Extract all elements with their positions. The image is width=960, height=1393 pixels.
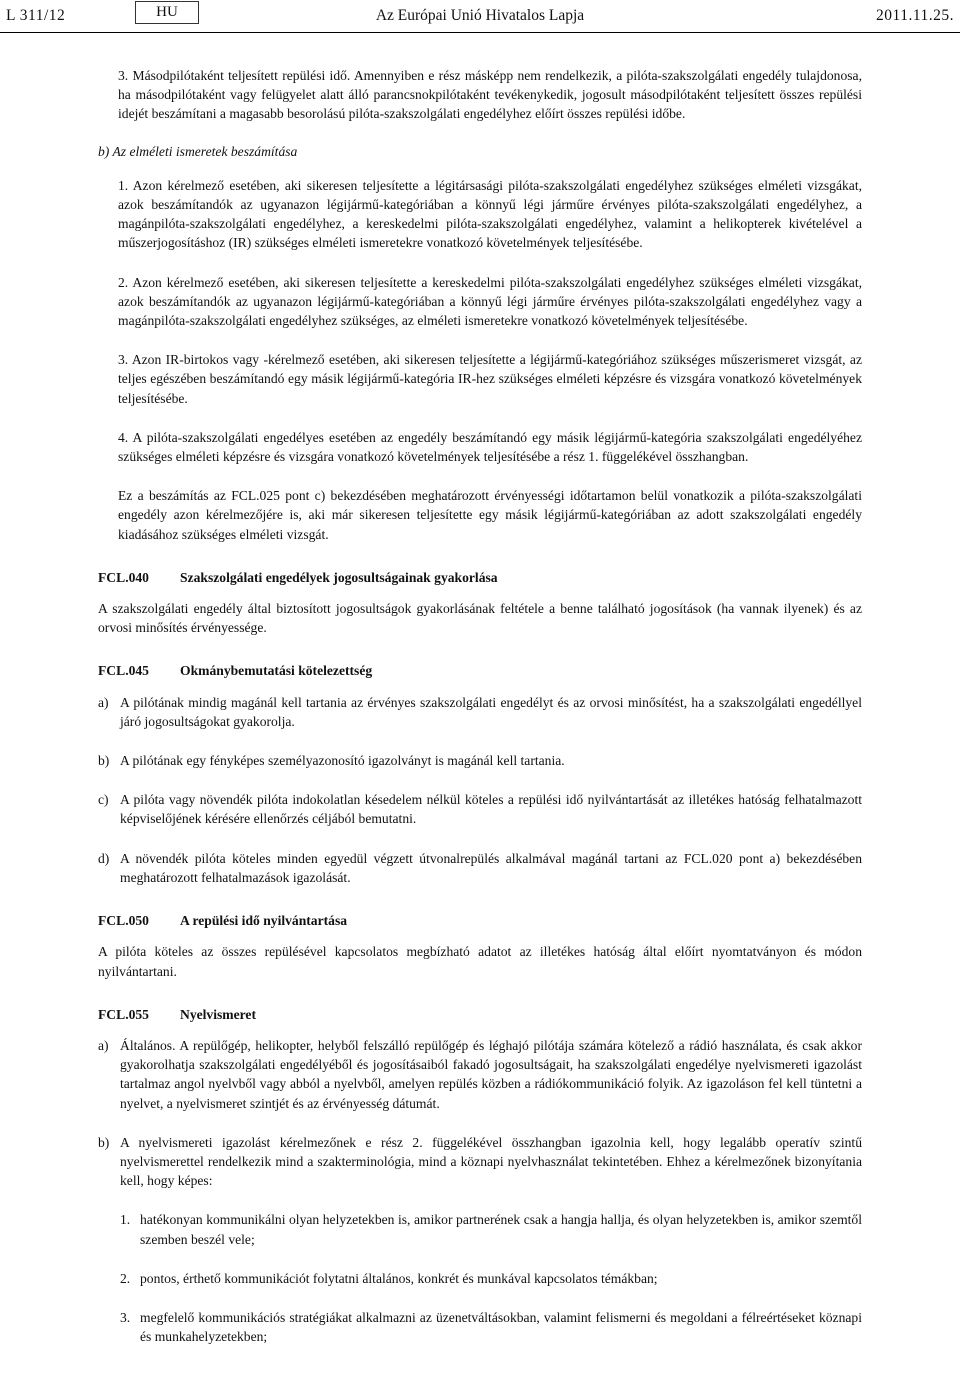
section-fcl050-heading [98, 911, 862, 930]
language-code-box: HU [135, 1, 199, 24]
fcl055-item-b [98, 1133, 862, 1191]
fcl045-item-d [98, 849, 862, 887]
list-text: megfelelő kommunikációs stratégiákat alkalmazni az üzenetváltásokban, valamint felismerni és megoldani a félreértéseket köznapi és munkahelyzetekben; [140, 1309, 862, 1345]
b-closing-paragraph: Ez a beszámítás az FCL.025 pont c) bekezdésében meghatározott érvényességi időtartamon belül vonatkozik a pilóta-szakszolgálati engedély azon kérelmezőjére is, aki már sikeresen teljesítette egy másik légijármű-kategóriában az adott szakszolgálati engedély kiadásához szükséges elméleti vizsgát. [118, 488, 862, 542]
item-text: A pilótának mindig magánál kell tartania az érvényes szakszolgálati engedélyt és az orvosi minősítést, ha a szakszolgálati engedéllyel járó jogosultságokat gyakorolja. [120, 694, 862, 729]
fcl045-item-a [98, 693, 862, 731]
section-title: Szakszolgálati engedélyek jogosultságainak gyakorlása [180, 569, 498, 585]
list-number: 2. [120, 1270, 131, 1286]
document-body [98, 66, 862, 1346]
section-fcl040-text: A szakszolgálati engedély által biztosított jogosultságok gyakorlásának feltétele a benne található jogosítások (ha vannak ilyenek) és az orvosi minősítés érvényessége. [98, 601, 862, 636]
b-item-3: 3. Azon IR-birtokos vagy -kérelmező esetében, aki sikeresen teljesítette a légijármű-kategóriához szükséges műszerismeret vizsgát, az teljes egészében beszámítandó egy másik légijármű-kategória IR-hez szükséges elméleti képzésre és vizsgára vonatkozó követelmények teljesítésébe. [118, 352, 862, 406]
item-text: A növendék pilóta köteles minden egyedül végzett útvonalrepülés alkalmával magánál tartani az FCL.020 pont a) bekezdésében meghatározott felhatalmazások igazolását. [120, 850, 862, 885]
list-item [120, 1210, 862, 1248]
fcl055-b-numbered-list [120, 1210, 862, 1346]
b-item-4: 4. A pilóta-szakszolgálati engedélyes esetében az engedély beszámítandó egy másik légijármű-kategória szakszolgálati engedélyéhez szükséges elméleti képzésre és vizsgára vonatkozó követelmények teljesítésébe a rész 1. függelékével összhangban. [118, 429, 862, 465]
subsection-b-heading: b) Az elméleti ismeretek beszámítása [98, 143, 298, 159]
section-code: FCL.050 [98, 913, 149, 929]
list-number: 3. [120, 1309, 131, 1325]
section-code: FCL.055 [98, 1006, 149, 1022]
page-header [0, 0, 960, 33]
section-title: A repülési idő nyilvántartása [180, 913, 348, 929]
item-label: b) [98, 1134, 110, 1150]
section-fcl040-heading [98, 568, 862, 587]
publication-date: 2011.11.25. [876, 7, 954, 24]
section-fcl050-text: A pilóta köteles az összes repülésével kapcsolatos megbízható adatot az illetékes hatóság által előírt nyomtatványon és módon nyilvántartani. [98, 944, 862, 979]
section-fcl045-heading [98, 661, 862, 680]
section-code: FCL.040 [98, 569, 149, 585]
item-text: A pilótának egy fényképes személyazonosító igazolványt is magánál kell tartania. [120, 753, 565, 769]
item-text: A nyelvismereti igazolást kérelmezőnek e rész 2. függelékével összhangban igazolnia kell, hogy legalább operatív szintű nyelvismerettel rendelkezik mind a szakterminológia, mind a köznapi nyelvhasználat tekintetében. Ehhez a kérelmezőnek bizonyítania kell, hogy képes: [120, 1134, 862, 1189]
item-label: a) [98, 1037, 109, 1053]
b-item-2: 2. Azon kérelmező esetében, aki sikeresen teljesítette a kereskedelmi pilóta-szakszolgálati engedélyhez szükséges elméleti vizsgákat, azok beszámítandók az ugyanazon légijármű-kategóriában a könnyű légi járműre érvényes pilóta-szakszolgálati engedélyhez vagy a magánpilóta-szakszolgálati engedélyhez szükséges, az elméleti ismeretekre vonatkozó követelmények teljesítésébe. [118, 274, 862, 329]
list-number: 1. [120, 1212, 131, 1228]
item-label: d) [98, 850, 110, 866]
item-label: b) [98, 753, 110, 769]
b-item-1: 1. Azon kérelmező esetében, aki sikeresen teljesítette a légitársasági pilóta-szakszolgálati engedélyhez szükséges elméleti vizsgákat, azok beszámítandók az ugyanazon légijármű-kategóriában a könnyű légi járműre érvényes pilóta-szakszolgálati engedélyhez, a magánpilóta-szakszolgálati engedélyhez, a kereskedelmi pilóta-szakszolgálati engedélyhez, valamint a helikopterek kivételével a műszerjogosításhoz (IR) szükséges elméleti ismeretekre vonatkozó követelmények teljesítésébe. [118, 177, 862, 251]
section-code: FCL.045 [98, 663, 149, 679]
section-fcl055-heading [98, 1005, 862, 1024]
item-text: A pilóta vagy növendék pilóta indokolatlan késedelem nélkül köteles a repülési idő nyilvántartását az illetékes hatóság felhatalmazott képviselőjének kérésére ellenőrzés céljából bemutatni. [120, 792, 862, 827]
list-item [120, 1269, 862, 1288]
item-label: a) [98, 694, 109, 710]
list-text: hatékonyan kommunikálni olyan helyzetekben is, amikor partnerének csak a hangja hallja, és olyan helyzetekben is, amikor szemtől szemben beszél vele; [140, 1212, 862, 1247]
section-title: Okmánybemutatási kötelezettség [180, 663, 373, 679]
fcl055-item-a [98, 1036, 862, 1113]
copilot-paragraph: 3. Másodpilótaként teljesített repülési idő. Amennyiben e rész másképp nem rendelkezik, a pilóta-szakszolgálati engedély tulajdonosa, ha másodpilótaként vagy felügyelet alatt álló parancsnokpilótaként tevékenykedik, jogosult másodpilótaként teljesített összes repülési idejét beszámítani a magasabb besorolású pilóta-szakszolgálati engedélyhez előírt összes repülési időbe. [118, 68, 862, 122]
page-reference: L 311/12 [6, 7, 66, 24]
item-text: Általános. A repülőgép, helikopter, helyből felszálló repülőgép és léghajó pilótája számára kötelező a rádió használata, és csak akkor gyakorolhatja szakszolgálati engedélyéből és jogosításaiból fakadó jogosultságait, ha szakszolgálati engedélye nyelvismereti igazolást tartalmaz angol nyelvből vagy abból a nyelvből, amelyen repülés közben a rádiókommunikáció folyik. Az igazoláson fel kell tüntetni a nyelvet, a nyelvismeret szintjét és az érvényesség dátumát. [120, 1037, 862, 1111]
list-item [120, 1308, 862, 1346]
item-label: c) [98, 792, 109, 808]
list-text: pontos, érthető kommunikációt folytatni általános, konkrét és munkával kapcsolatos témákban; [140, 1270, 658, 1286]
section-title: Nyelvismeret [180, 1006, 256, 1022]
fcl045-item-c [98, 790, 862, 828]
journal-title: Az Európai Unió Hivatalos Lapja [375, 7, 585, 24]
fcl045-item-b [98, 751, 862, 770]
